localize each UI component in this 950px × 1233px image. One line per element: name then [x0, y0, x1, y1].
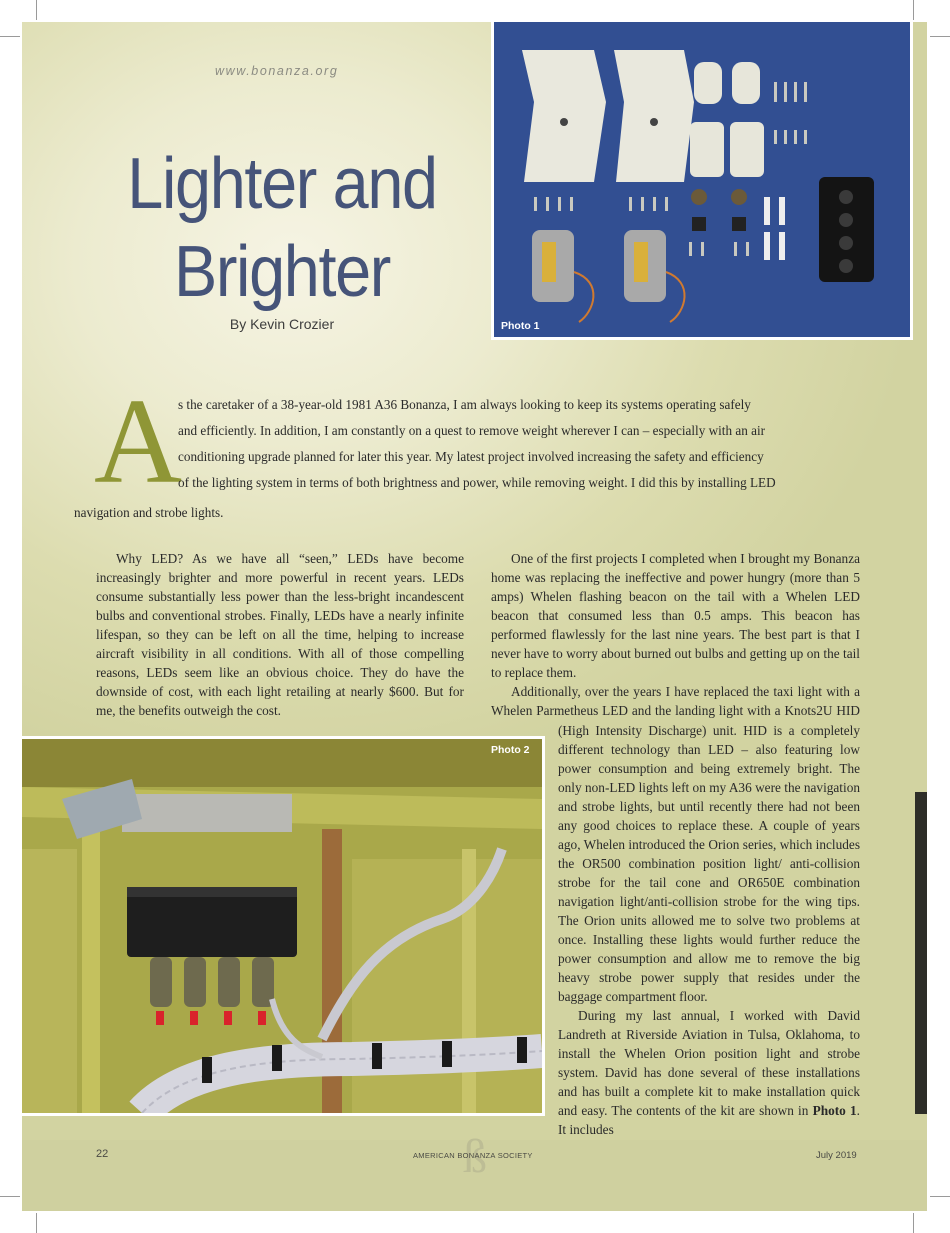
lead-line-1: s the caretaker of a 38-year-old 1981 A36 Bonanza, I am always looking to keep its systems operating safely	[178, 397, 751, 412]
aluminum-channel	[122, 794, 292, 832]
paragraph-annual-end: . It includes	[558, 1103, 860, 1137]
photo-2-label: Photo 2	[491, 744, 530, 756]
lead-line-4: of the lighting system in terms of both brightness and power, while removing weight. I did this by installing LED	[178, 475, 776, 490]
paragraph-annual-text: During my last annual, I worked with David Landreth at Riverside Aviation in Tulsa, Oklahoma, to install the Whelen Orion position light and strobe system. David has done several of these installations and has built a complete kit to make installation quick and easy. The contents of the kit are shown in	[558, 1008, 860, 1118]
magazine-page	[22, 22, 927, 1211]
lead-line-3: conditioning upgrade planned for later this year. My latest project involved increasing the safety and efficiency	[178, 449, 764, 464]
crop-mark	[36, 0, 37, 20]
plate	[694, 62, 722, 104]
crop-mark	[0, 1196, 20, 1197]
crop-mark	[930, 36, 950, 37]
lead-line-5: navigation and strobe lights.	[74, 505, 224, 520]
bracket	[522, 50, 606, 182]
paragraph-annual	[558, 1006, 860, 1139]
lead-line-2: and efficiently. In addition, I am constantly on a quest to remove weight wherever I can – especially with an air	[178, 423, 766, 438]
title-line-1: Lighter and	[127, 144, 437, 224]
site-url: www.bonanza.org	[215, 64, 339, 78]
page-number: 22	[96, 1148, 109, 1160]
crop-mark	[36, 1213, 37, 1233]
title-line-2: Brighter	[173, 232, 391, 312]
photo-1-image	[494, 22, 910, 337]
svg-text:ß: ß	[463, 1130, 487, 1180]
article-title	[102, 140, 462, 316]
bracket	[614, 50, 694, 182]
paragraph-why-led: Why LED? As we have all “seen,” LEDs have become increasingly brighter and more powerful in recent years. LEDs consume substantially less power than the less-bright incandescent bulbs and conventional strobes. Finally, LEDs have a nearly infinite lifespan, so they can be left on all the time, helping to increase aircraft visibility in all conditions. With all of those compelling reasons, LEDs seem like an obvious choice. They do have the downside of cost, with each light retailing at nearly $600. But for me, the benefits outweigh the cost.	[96, 551, 464, 718]
photo-1	[491, 22, 913, 340]
paragraph-additionally-line-1: Additionally, over the years I have replaced the taxi light with a	[511, 684, 860, 699]
crop-mark	[913, 1213, 914, 1233]
issue-date: July 2019	[816, 1150, 857, 1161]
column-3	[558, 721, 860, 1139]
photo-1-reference: Photo 1	[812, 1103, 857, 1118]
column-2	[491, 549, 860, 720]
plate	[690, 122, 724, 177]
drop-cap: A	[94, 374, 183, 509]
crop-mark	[0, 36, 20, 37]
byline: By Kevin Crozier	[229, 316, 335, 332]
photo-2	[22, 736, 545, 1116]
paragraph-hid-orion: (High Intensity Discharge) unit. HID is a completely different technology than LED – also featuring low power consumption and being extremely bright. The only non-LED lights left on my A36 were the navigation and strobe lights, but until recently there had not been any good choices to replace these. A couple of years ago, Whelen introduced the Orion series, which includes the OR500 combination position light/ anti-collision strobe for the tail cone and OR650E combination navigation light/anti-collision strobe for the wing tips. The Orion units allowed me to solve two problems at once. Installing these lights would further reduce the power consumption and allow me to remove the big heavy strobe power supply that resides under the baggage compartment floor.	[558, 723, 860, 1004]
crop-mark	[913, 0, 914, 20]
society-name: AMERICAN BONANZA SOCIETY	[413, 1151, 533, 1160]
column-1	[96, 549, 464, 720]
plate	[730, 122, 764, 177]
adjacent-page-edge	[915, 792, 927, 1114]
paragraph-additionally-line-2: Whelen Parmetheus LED and the landing light with a Knots2U HID	[491, 703, 860, 718]
crop-mark	[930, 1196, 950, 1197]
photo-2-image	[22, 739, 542, 1113]
paragraph-first-projects: One of the first projects I completed when I brought my Bonanza home was replacing the ineffective and power hungry (more than 5 amps) Whelen flashing beacon on the tail with a Whelen LED beacon that consumed less than 0.5 amps. This beacon has performed flawlessly for the last nine years. The best part is that I never have to worry about burned out bulbs and getting up on the tail to replace them.	[491, 551, 860, 680]
plate	[732, 62, 760, 104]
strobe-power-box	[127, 887, 297, 957]
photo-1-label: Photo 1	[501, 320, 540, 332]
